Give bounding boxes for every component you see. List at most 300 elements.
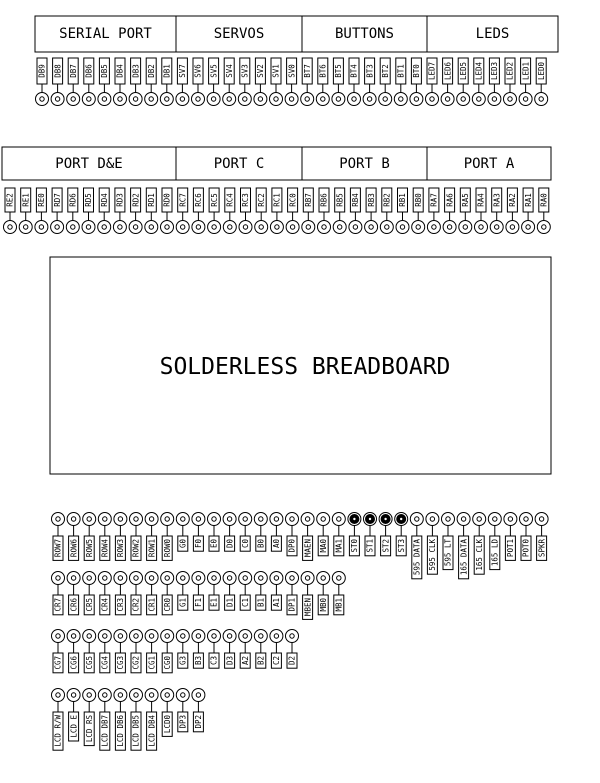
pin-label-db3: DB3 [131,64,141,78]
pin-label-ma1: MA1 [334,539,344,553]
pin-g1 [176,572,189,611]
pin-label-e1: E1 [209,598,219,608]
header-port-dande: PORT D&E [55,156,123,172]
header-buttons: BUTTONS [334,26,395,42]
pin-label-595-data: 595 DATA [412,539,422,576]
pin-pad-hole [227,634,231,638]
pin-pad-hole [228,225,232,229]
pin-label-dp1: DP1 [287,598,297,612]
pin-pad-hole [305,97,309,101]
pin-pad-hole [321,576,325,580]
pin-re1 [19,188,32,234]
pin-label-cg2: CG2 [131,656,141,670]
pin-pad-hole [149,517,153,521]
pin-pad-hole [259,634,263,638]
pin-label-sv2: SV2 [256,64,266,78]
pin-label-rd7: RD7 [52,193,62,207]
pin-pad-hole [477,97,481,101]
pin-label-rb5: RB5 [335,193,345,207]
pin-b0 [254,513,267,552]
pin-sv5 [207,58,220,106]
pin-led5 [457,58,470,106]
pin-sv7 [176,58,189,106]
pin-cr3 [114,572,127,615]
pin-label-a2: A2 [240,656,250,666]
header-port-a: PORT A [463,156,515,172]
pin-label-d2: D2 [287,656,297,666]
pin-led6 [441,58,454,106]
pin-pad-hole [165,576,169,580]
pin-label-bt4: BT4 [349,64,359,78]
pin-pad-hole [86,225,90,229]
pin-label-g0: G0 [178,539,188,549]
pin-label-rc7: RC7 [178,193,188,207]
pin-cg7 [52,630,65,673]
pin-pad-hole [542,225,546,229]
pin-label-cg3: CG3 [116,656,126,670]
pin-pad-hole [56,634,60,638]
pin-rb4 [349,188,362,234]
pin-bt2 [379,58,392,106]
pin-label-led3: LED3 [490,61,500,81]
pin-re2 [4,188,17,234]
pin-led1 [519,58,532,106]
pin-label-db6: DB6 [84,64,94,78]
pin-b1 [254,572,267,611]
pin-pad-hole [149,97,153,101]
pin-ra6 [443,188,456,234]
pin-label-led1: LED1 [521,61,531,81]
pin-label-165-ld: 165 LD [490,539,500,567]
pin-label-row3: ROW3 [116,539,126,558]
pin-ma1 [332,513,345,556]
pin-label-cr1: CR1 [147,598,157,612]
pin-label-d0: D0 [225,539,235,549]
pin-pad-hole [118,576,122,580]
pin-pad-center [369,518,371,520]
pin-c1 [239,572,252,611]
pin-pad-hole [103,693,107,697]
pin-pad-hole [55,225,59,229]
pin-label-mb0: MB0 [318,598,328,612]
pin-rd6 [66,188,79,234]
pin-mben [301,572,314,620]
pin-label-165-data: 165 DATA [459,539,469,576]
pin-pad-hole [243,97,247,101]
pin-label-bt6: BT6 [318,64,328,78]
pin-label-lcd-rs: LCD RS [84,715,94,743]
pin-pad-hole [305,576,309,580]
pin-label-595-clk: 595 CLK [428,539,438,571]
pin-label-st3: ST3 [396,539,406,553]
pin-row0 [161,513,174,561]
pin-ra4 [475,188,488,234]
pin-rd7 [51,188,64,234]
pin-pad-hole [134,517,138,521]
pin-pad-hole [71,517,75,521]
pin-rb2 [380,188,393,234]
pin-pad-hole [212,225,216,229]
pin-pad-hole [71,693,75,697]
pin-pad-hole [539,517,543,521]
pin-pad-hole [40,97,44,101]
pin-pad-hole [118,693,122,697]
pin-cr6 [67,572,80,615]
pin-pad-hole [463,225,467,229]
pin-label-rc5: RC5 [209,193,219,207]
pin-row7 [52,513,65,561]
pin-label-row5: ROW5 [84,539,94,558]
pin-db1 [160,58,173,106]
pin-label-re2: RE2 [5,193,15,207]
pin-pad-hole [259,517,263,521]
pin-pad-hole [24,225,28,229]
pin-pad-hole [181,693,185,697]
pin-row5 [83,513,96,561]
pin-label-st1: ST1 [365,539,375,553]
pin-label-pot0: POT0 [521,539,531,558]
pin-label-sv5: SV5 [209,64,219,78]
pin-label-re0: RE0 [37,193,47,207]
pin-pad-hole [338,225,342,229]
pin-pad-hole [196,517,200,521]
pin-label-rd6: RD6 [68,193,78,207]
pin-cr1 [145,572,158,615]
pin-st0 [348,513,361,556]
pin-cg1 [145,630,158,673]
pin-pad-hole [399,97,403,101]
pin-cr4 [98,572,111,615]
pin-label-row1: ROW1 [147,539,157,558]
pin-cr7 [52,572,65,615]
top-header-box [35,16,558,52]
pin-label-g1: G1 [178,598,188,608]
pin-pad-hole [165,693,169,697]
pin-pad-hole [539,97,543,101]
pin-label-f0: F0 [194,539,204,549]
pin-rd1 [145,188,158,234]
pin-label-c3: C3 [209,656,219,666]
pin-spkr [535,513,548,561]
pin-rc0 [286,188,299,234]
pin-pad-hole [510,225,514,229]
pin-pad-hole [55,97,59,101]
pin-pad-hole [524,517,528,521]
port-connector-section [2,147,551,234]
pin-pad-hole [87,576,91,580]
pin-pad-hole [274,634,278,638]
pin-bt1 [394,58,407,106]
pin-label-st2: ST2 [381,539,391,553]
pin-sv2 [254,58,267,106]
pin-label-maen: MAEN [303,539,313,558]
pin-label-re1: RE1 [21,193,31,207]
pin-db5 [98,58,111,106]
pin-pad-hole [477,517,481,521]
pin-pad-hole [102,97,106,101]
pin-pad-hole [493,517,497,521]
pin-pad-hole [212,517,216,521]
pin-165-data [457,513,470,579]
pin-cg0 [161,630,174,673]
pin-label-ra5: RA5 [461,193,470,207]
pin-pad-hole [71,97,75,101]
pin-pad-hole [461,97,465,101]
pin-pad-hole [103,576,107,580]
pin-pad-hole [367,97,371,101]
pin-label-db8: DB8 [53,64,63,78]
pin-label-ra2: RA2 [508,193,518,207]
pin-pad-hole [196,576,200,580]
pin-row3 [114,513,127,561]
pin-pad-hole [430,517,434,521]
pin-pad-hole [227,576,231,580]
pin-pad-hole [196,693,200,697]
pin-label-rd1: RD1 [147,193,156,207]
pin-pad-hole [196,225,200,229]
pin-pad-hole [149,576,153,580]
pin-d3 [223,630,236,669]
pin-pad-hole [275,225,279,229]
pin-label-595-lt: 595 LT [443,539,453,567]
pin-pad-hole [259,225,263,229]
pin-label-db1: DB1 [162,64,172,78]
pin-pad-hole [508,97,512,101]
pin-a1 [270,572,283,611]
pin-label-bt2: BT2 [380,64,390,78]
pin-sv4 [223,58,236,106]
pin-label-cr0: CR0 [162,598,172,612]
pin-label-rc2: RC2 [256,193,266,207]
pin-pad-hole [87,97,91,101]
pin-label-c2: C2 [272,656,282,666]
pin-b2 [254,630,267,669]
pin-pad-hole [227,517,231,521]
pin-pad-hole [337,517,341,521]
pin-pad-hole [181,576,185,580]
pin-label-bt1: BT1 [396,64,406,78]
pin-db7 [67,58,80,106]
pin-pad-hole [118,97,122,101]
pin-e0 [208,513,221,552]
pin-label-ra7: RA7 [429,193,439,207]
pin-label-lcd-e: LCD E [69,715,79,738]
pin-label-b3: B3 [194,656,204,666]
pin-pad-hole [212,634,216,638]
pin-pad-hole [165,225,169,229]
pin-label-spkr: SPKR [537,539,547,558]
pin-ra1 [522,188,535,234]
pin-st3 [395,513,408,556]
pin-row4 [98,513,111,561]
pin-pad-hole [87,634,91,638]
pin-rb6 [318,188,331,234]
pin-label-165-clk: 165 CLK [474,539,484,571]
pin-pad-hole [196,97,200,101]
pin-label-lcd-r-w: LCD R/W [53,715,63,747]
pin-bt7 [301,58,314,106]
pin-label-b1: B1 [256,598,266,608]
pin-pad-hole [416,225,420,229]
pin-label-row6: ROW6 [69,539,79,558]
pin-pad-hole [336,97,340,101]
pin-pot1 [504,513,517,561]
pin-dp1 [286,572,299,615]
pin-ra0 [537,188,550,234]
pin-label-lcd-db6: LCD DB6 [116,715,126,747]
pin-label-cr2: CR2 [131,598,141,612]
pin-pad-hole [289,97,293,101]
pin-label-rb1: RB1 [398,193,408,207]
bottom-row-1 [52,513,549,579]
pin-lcd-db6 [114,689,127,751]
pin-label-rb0: RB0 [413,193,423,207]
pin-label-rb6: RB6 [319,193,329,207]
pin-label-mben: MBEN [303,598,313,617]
pin-label-db5: DB5 [100,64,110,78]
pin-rd4 [98,188,111,234]
pin-label-dp0: DP0 [287,539,297,553]
pin-label-ra0: RA0 [539,193,549,207]
bottom-row-2 [52,572,346,620]
pin-pad-hole [118,634,122,638]
pin-row1 [145,513,158,561]
pin-label-bt3: BT3 [365,64,375,78]
pin-pad-hole [259,576,263,580]
pin-bt6 [316,58,329,106]
pin-d1 [223,572,236,611]
top-connector-section [35,16,558,106]
header-port-c: PORT C [213,156,265,172]
pin-pad-hole [243,517,247,521]
pin-pad-hole [181,634,185,638]
pin-pad-hole [446,517,450,521]
bottom-row-4 [52,689,205,751]
pin-label-db7: DB7 [68,64,78,78]
pin-pad-hole [322,225,326,229]
pin-pad-hole [430,97,434,101]
pin-label-sv3: SV3 [240,64,250,78]
pin-label-lcd-db4: LCD DB4 [147,715,157,747]
pin-pad-hole [479,225,483,229]
pin-pad-hole [243,576,247,580]
pin-label-sv6: SV6 [193,64,203,78]
pin-db2 [145,58,158,106]
pin-label-e0: E0 [209,539,219,549]
header-leds: LEDS [475,26,510,42]
pin-rd5 [82,188,95,234]
pin-pad-hole [71,576,75,580]
pin-pad-hole [180,97,184,101]
pin-pad-hole [149,693,153,697]
pin-pad-hole [212,576,216,580]
pin-pot0 [520,513,533,561]
pin-595-clk [426,513,439,575]
pin-pad-hole [274,576,278,580]
pin-label-ma0: MA0 [318,539,328,553]
pin-lcd-db5 [130,689,143,751]
pin-sv1 [270,58,283,106]
pin-label-led4: LED4 [474,61,484,81]
pin-cr5 [83,572,96,615]
pin-pad-hole [243,225,247,229]
pin-led0 [535,58,548,106]
pin-rb0 [412,188,425,234]
pin-pad-hole [274,97,278,101]
pin-sv0 [285,58,298,106]
pin-lcd-db7 [98,689,111,751]
pin-db6 [82,58,95,106]
pin-pad-hole [526,225,530,229]
pin-pad-hole [243,634,247,638]
pin-maen [301,513,314,561]
pin-label-rc6: RC6 [194,193,204,207]
pin-lcd-rs [83,689,96,746]
pin-pad-hole [258,97,262,101]
pin-pad-hole [495,225,499,229]
pin-label-bt7: BT7 [302,64,312,78]
pin-label-mb1: MB1 [334,598,344,612]
pin-rc5 [208,188,221,234]
pin-label-cg6: CG6 [69,656,79,670]
pin-pad-hole [118,517,122,521]
pin-c0 [239,513,252,552]
pin-rc2 [255,188,268,234]
pin-label-row2: ROW2 [131,539,141,558]
pin-label-rb4: RB4 [351,193,361,207]
pin-rc4 [223,188,236,234]
pin-pad-hole [165,517,169,521]
pin-label-sv1: SV1 [271,64,281,78]
pin-sv3 [238,58,251,106]
pin-pad-hole [133,97,137,101]
pin-pad-hole [103,517,107,521]
pin-label-dp3: DP3 [178,715,188,729]
pin-e1 [208,572,221,611]
pin-pad-hole [39,225,43,229]
pin-label-rd3: RD3 [115,193,125,207]
pin-pad-hole [337,576,341,580]
pin-pad-hole [415,517,419,521]
pin-pad-hole [56,576,60,580]
pin-label-row7: ROW7 [53,539,63,558]
pin-row6 [67,513,80,561]
pin-cr2 [130,572,143,615]
pin-pad-hole [432,225,436,229]
pin-cg5 [83,630,96,673]
pin-rd2 [129,188,142,234]
pin-pad-hole [352,97,356,101]
pin-label-b0: B0 [256,539,266,549]
pin-ra5 [459,188,472,234]
pin-dp0 [286,513,299,556]
pin-pad-hole [290,634,294,638]
pin-bt3 [363,58,376,106]
port-header-box [2,147,551,180]
pin-ra3 [490,188,503,234]
pin-label-led2: LED2 [505,61,515,81]
pin-pad-center [384,518,386,520]
pin-rd0 [161,188,174,234]
pin-label-d1: D1 [225,598,235,608]
pin-label-cr5: CR5 [84,598,94,612]
pin-c2 [270,630,283,669]
pin-pad-center [353,518,355,520]
pin-pad-hole [211,97,215,101]
pin-label-rd5: RD5 [84,193,94,207]
pin-pad-hole [133,225,137,229]
pin-row2 [130,513,143,561]
